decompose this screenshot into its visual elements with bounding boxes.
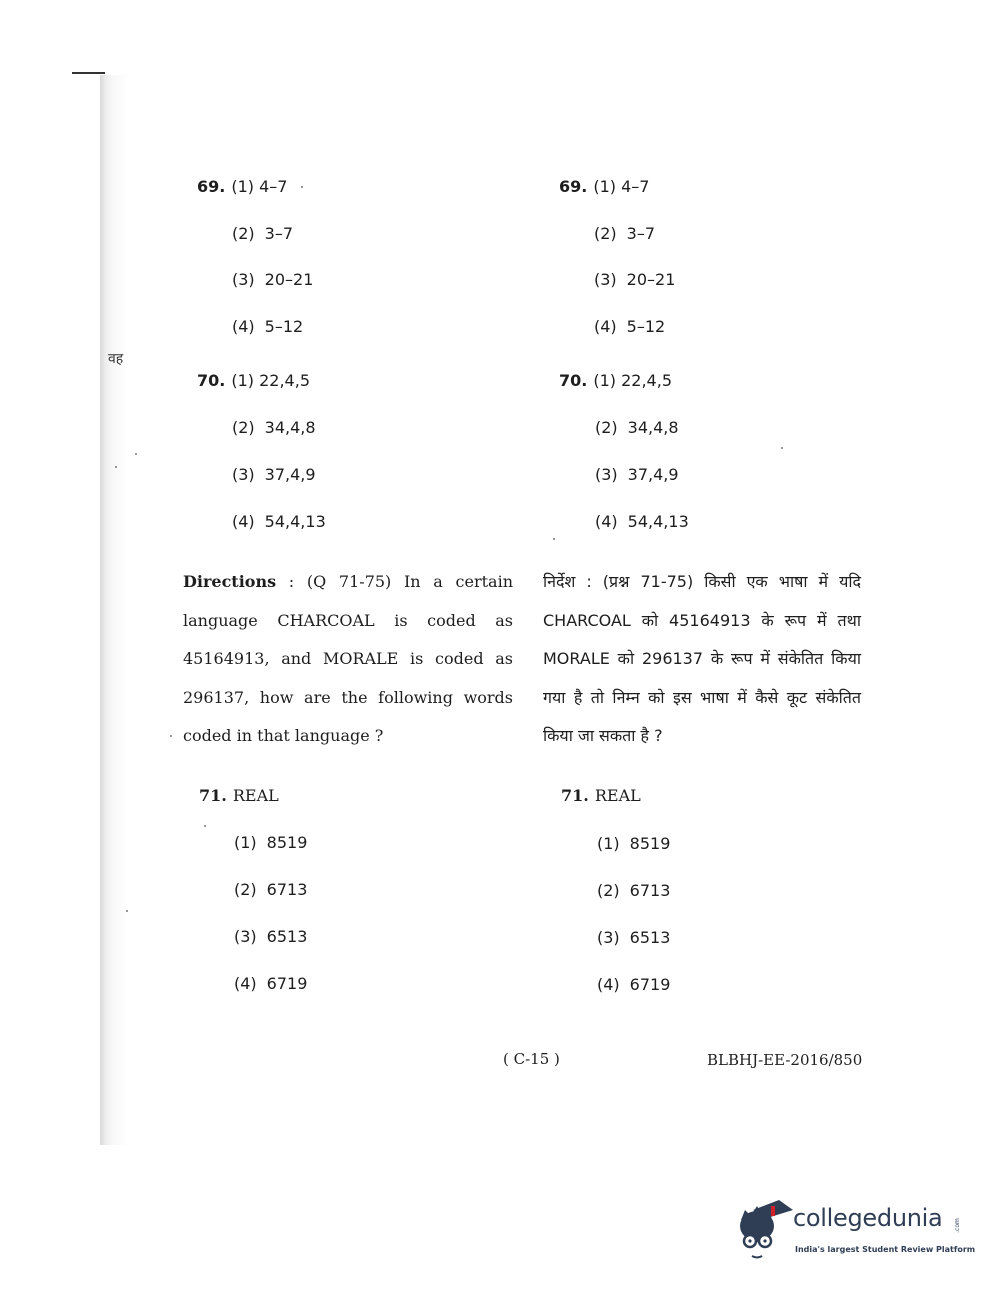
left-q69-option-4	[232, 317, 303, 336]
left-q69-option-2	[232, 224, 293, 243]
scan-speck	[204, 825, 206, 827]
option-value: 5–12	[626, 317, 666, 336]
left-q69-option-3	[232, 270, 313, 289]
option-number: (3)	[595, 465, 618, 484]
option-number: (4)	[234, 974, 257, 993]
option-number: (3)	[232, 270, 255, 289]
question-number: 69.	[559, 177, 588, 196]
scan-speck	[135, 453, 137, 455]
logo-wordmark: collegedunia	[793, 1204, 943, 1232]
option-number: (2)	[234, 880, 257, 899]
option-value: 6513	[266, 927, 308, 946]
option-value: 37,4,9	[627, 465, 679, 484]
question-word: REAL	[232, 786, 279, 805]
option-value: 6719	[266, 974, 308, 993]
binding-shadow	[100, 75, 128, 1145]
option-number: (2)	[232, 224, 255, 243]
right-q70	[559, 371, 672, 390]
option-value: 8519	[629, 834, 671, 853]
option-number: (1)	[593, 177, 617, 196]
right-q71-option-3	[597, 928, 670, 947]
option-number: (2)	[595, 418, 618, 437]
option-value: 6513	[629, 928, 671, 947]
option-number: (2)	[232, 418, 255, 437]
question-word: REAL	[594, 786, 641, 805]
left-q69	[197, 177, 287, 196]
left-q71-option-2	[234, 880, 307, 899]
option-number: (1)	[231, 371, 255, 390]
option-value: 4–7	[259, 177, 288, 196]
left-q71-option-3	[234, 927, 307, 946]
scan-speck	[553, 538, 555, 540]
left-q71-option-1	[234, 833, 307, 852]
question-number: 69.	[197, 177, 226, 196]
option-value: 4–7	[621, 177, 650, 196]
scan-speck	[301, 186, 303, 188]
left-q70-option-2	[232, 418, 316, 437]
option-value: 22,4,5	[259, 371, 310, 390]
logo-suffix: .com	[953, 1218, 961, 1233]
option-number: (3)	[597, 928, 620, 947]
scan-speck	[781, 447, 783, 449]
right-q69	[559, 177, 649, 196]
question-number: 70.	[197, 371, 226, 390]
option-number: (1)	[231, 177, 255, 196]
option-number: (4)	[232, 317, 255, 336]
option-value: 6719	[629, 975, 671, 994]
right-q70-option-4	[595, 512, 689, 531]
option-number: (4)	[597, 975, 620, 994]
option-value: 34,4,8	[264, 418, 316, 437]
option-value: 20–21	[264, 270, 314, 289]
option-number: (1)	[597, 834, 620, 853]
margin-note: वह	[108, 351, 124, 367]
directions-label: Directions	[183, 572, 277, 591]
page-number: ( C-15 )	[503, 1050, 560, 1068]
option-number: (3)	[234, 927, 257, 946]
option-value: 22,4,5	[621, 371, 672, 390]
question-number: 71.	[561, 786, 589, 805]
option-value: 3–7	[264, 224, 294, 243]
option-number: (1)	[234, 833, 257, 852]
directions-hindi: निर्देश : (प्रश्न 71-75) किसी एक भाषा में यदि CHARCOAL को 45164913 के रूप में तथा MORALE को 296137 के रूप में संकेतित किया गया है तो निम्न को इस भाषा में कैसे कूट संकेतित किया जा सकता है ?	[543, 572, 861, 745]
left-q71-option-4	[234, 974, 307, 993]
option-value: 5–12	[264, 317, 304, 336]
right-q71-option-1	[597, 834, 670, 853]
option-number: (4)	[594, 317, 617, 336]
right-q69-option-4	[594, 317, 665, 336]
right-q69-option-3	[594, 270, 675, 289]
scan-speck	[126, 910, 128, 912]
option-value: 6713	[266, 880, 308, 899]
scan-speck	[115, 466, 117, 468]
directions-english	[183, 563, 513, 756]
top-crop-mark	[72, 72, 105, 74]
question-number: 70.	[559, 371, 588, 390]
option-value: 54,4,13	[264, 512, 326, 531]
option-value: 20–21	[626, 270, 676, 289]
left-q70-option-3	[232, 465, 316, 484]
question-number: 71.	[199, 786, 227, 805]
option-number: (4)	[595, 512, 618, 531]
option-value: 34,4,8	[627, 418, 679, 437]
option-value: 3–7	[626, 224, 656, 243]
right-q71	[561, 786, 641, 805]
right-q71-option-4	[597, 975, 670, 994]
option-value: 6713	[629, 881, 671, 900]
right-q70-option-2	[595, 418, 679, 437]
right-q69-option-2	[594, 224, 655, 243]
right-q70-option-3	[595, 465, 679, 484]
option-number: (2)	[597, 881, 620, 900]
left-q71	[199, 786, 279, 805]
right-q71-option-2	[597, 881, 670, 900]
left-q70-option-4	[232, 512, 326, 531]
option-value: 37,4,9	[264, 465, 316, 484]
option-number: (3)	[594, 270, 617, 289]
scan-speck	[170, 735, 172, 737]
left-q70	[197, 371, 310, 390]
option-number: (3)	[232, 465, 255, 484]
option-number: (1)	[593, 371, 617, 390]
paper-code: BLBHJ-EE-2016/850	[707, 1051, 863, 1069]
option-number: (2)	[594, 224, 617, 243]
directions-text: : (Q 71-75) In a certain language CHARCOAL is coded as 45164913, and MORALE is coded as 296137, how are the following words coded in that language ?	[183, 572, 513, 745]
option-value: 8519	[266, 833, 308, 852]
option-number: (4)	[232, 512, 255, 531]
logo-tagline: India's largest Student Review Platform	[795, 1245, 976, 1254]
option-value: 54,4,13	[627, 512, 689, 531]
